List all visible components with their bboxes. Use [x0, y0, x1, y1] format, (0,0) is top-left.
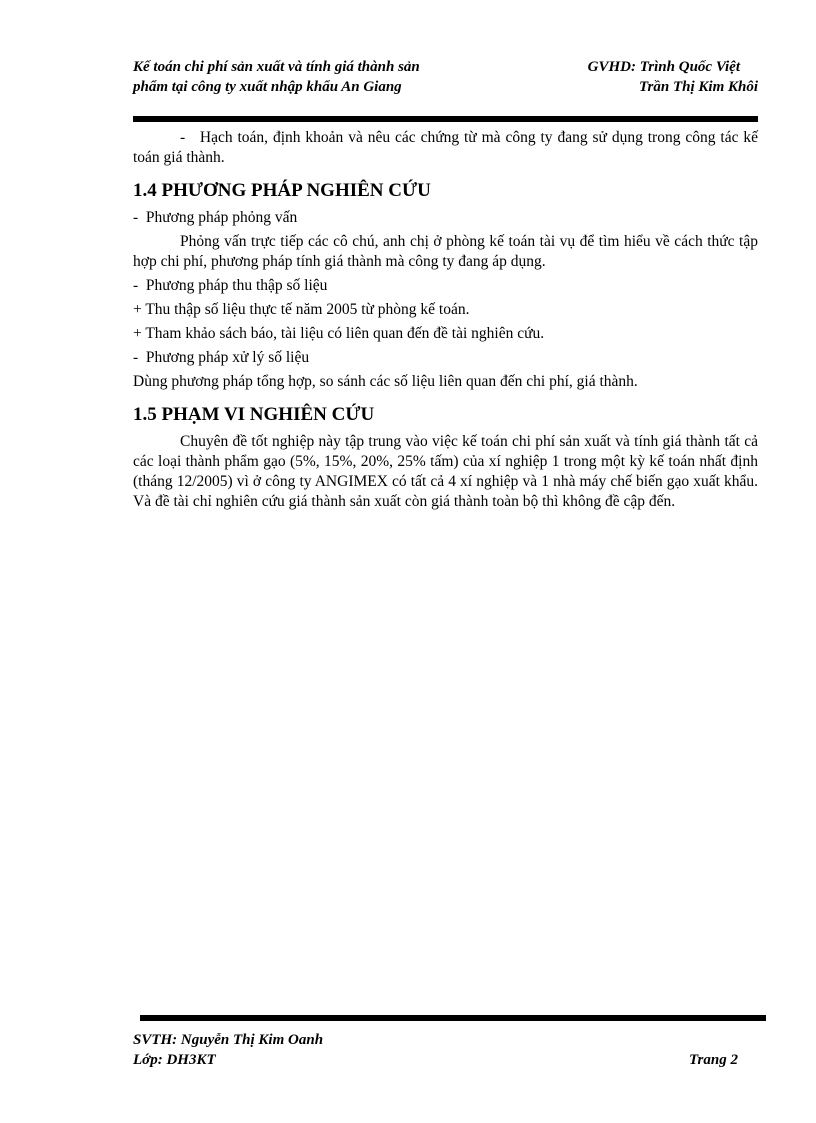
header-title-line2: phẩm tại công ty xuất nhập khẩu An Giang: [133, 79, 402, 95]
header-advisors: [588, 57, 758, 97]
footer-page-number: Trang 2: [688, 1052, 738, 1068]
header-title: [133, 57, 420, 97]
footer-class: Lớp: DH3KT: [133, 1052, 216, 1068]
method-data-collection-b: + Tham khảo sách báo, tài liệu có liên quan đến đề tài nghiên cứu.: [133, 325, 545, 342]
header-title-line1: Kế toán chi phí sản xuất và tính giá thành sản: [133, 59, 420, 75]
header-advisor-line1: GVHD: Trình Quốc Việt: [587, 59, 740, 75]
method-data-processing: - Phương pháp xử lý số liệu: [133, 349, 310, 366]
intro-bullet: - Hạch toán, định khoản và nêu các chứng từ mà công ty đang sử dụng trong công tác kế toán giá thành.: [133, 129, 758, 166]
footer-student-info: [133, 1030, 323, 1070]
footer-student: SVTH: Nguyễn Thị Kim Oanh: [133, 1032, 324, 1048]
method-data-collection: - Phương pháp thu thập số liệu: [133, 277, 328, 294]
method-data-processing-text: Dùng phương pháp tổng hợp, so sánh các số liệu liên quan đến chi phí, giá thành.: [133, 373, 638, 390]
method-data-collection-a: + Thu thập số liệu thực tế năm 2005 từ phòng kế toán.: [133, 301, 470, 318]
method-interview-text: Phỏng vấn trực tiếp các cô chú, anh chị ở phòng kế toán tài vụ để tìm hiểu về cách thức tập hợp chi phí, phương pháp tính giá thành mà công ty đang áp dụng.: [133, 233, 758, 270]
header-rule: [133, 116, 758, 122]
header-advisor-line2: Trần Thị Kim Khôi: [638, 79, 758, 95]
scope-text: Chuyên đề tốt nghiệp này tập trung vào việc kế toán chi phí sản xuất và tính giá thành tất cả các loại thành phẩm gạo (5%, 15%, 20%, 25% tấm) của xí nghiệp 1 trong một kỳ kế toán nhất định (tháng 12/2005) vì ở công ty ANGIMEX có tất cả 4 xí nghiệp và 1 nhà máy chế biến gạo xuất khẩu. Và đề tài chỉ nghiên cứu giá thành sản xuất còn giá thành toàn bộ thì không đề cập đến.: [133, 433, 758, 510]
section-1-5-heading: 1.5 PHẠM VI NGHIÊN CỨU: [133, 404, 375, 425]
section-1-4-heading: 1.4 PHƯƠNG PHÁP NGHIÊN CỨU: [133, 180, 431, 201]
footer-rule: [140, 1015, 766, 1021]
page-body: [133, 128, 758, 512]
method-interview: - Phương pháp phỏng vấn: [133, 209, 298, 226]
